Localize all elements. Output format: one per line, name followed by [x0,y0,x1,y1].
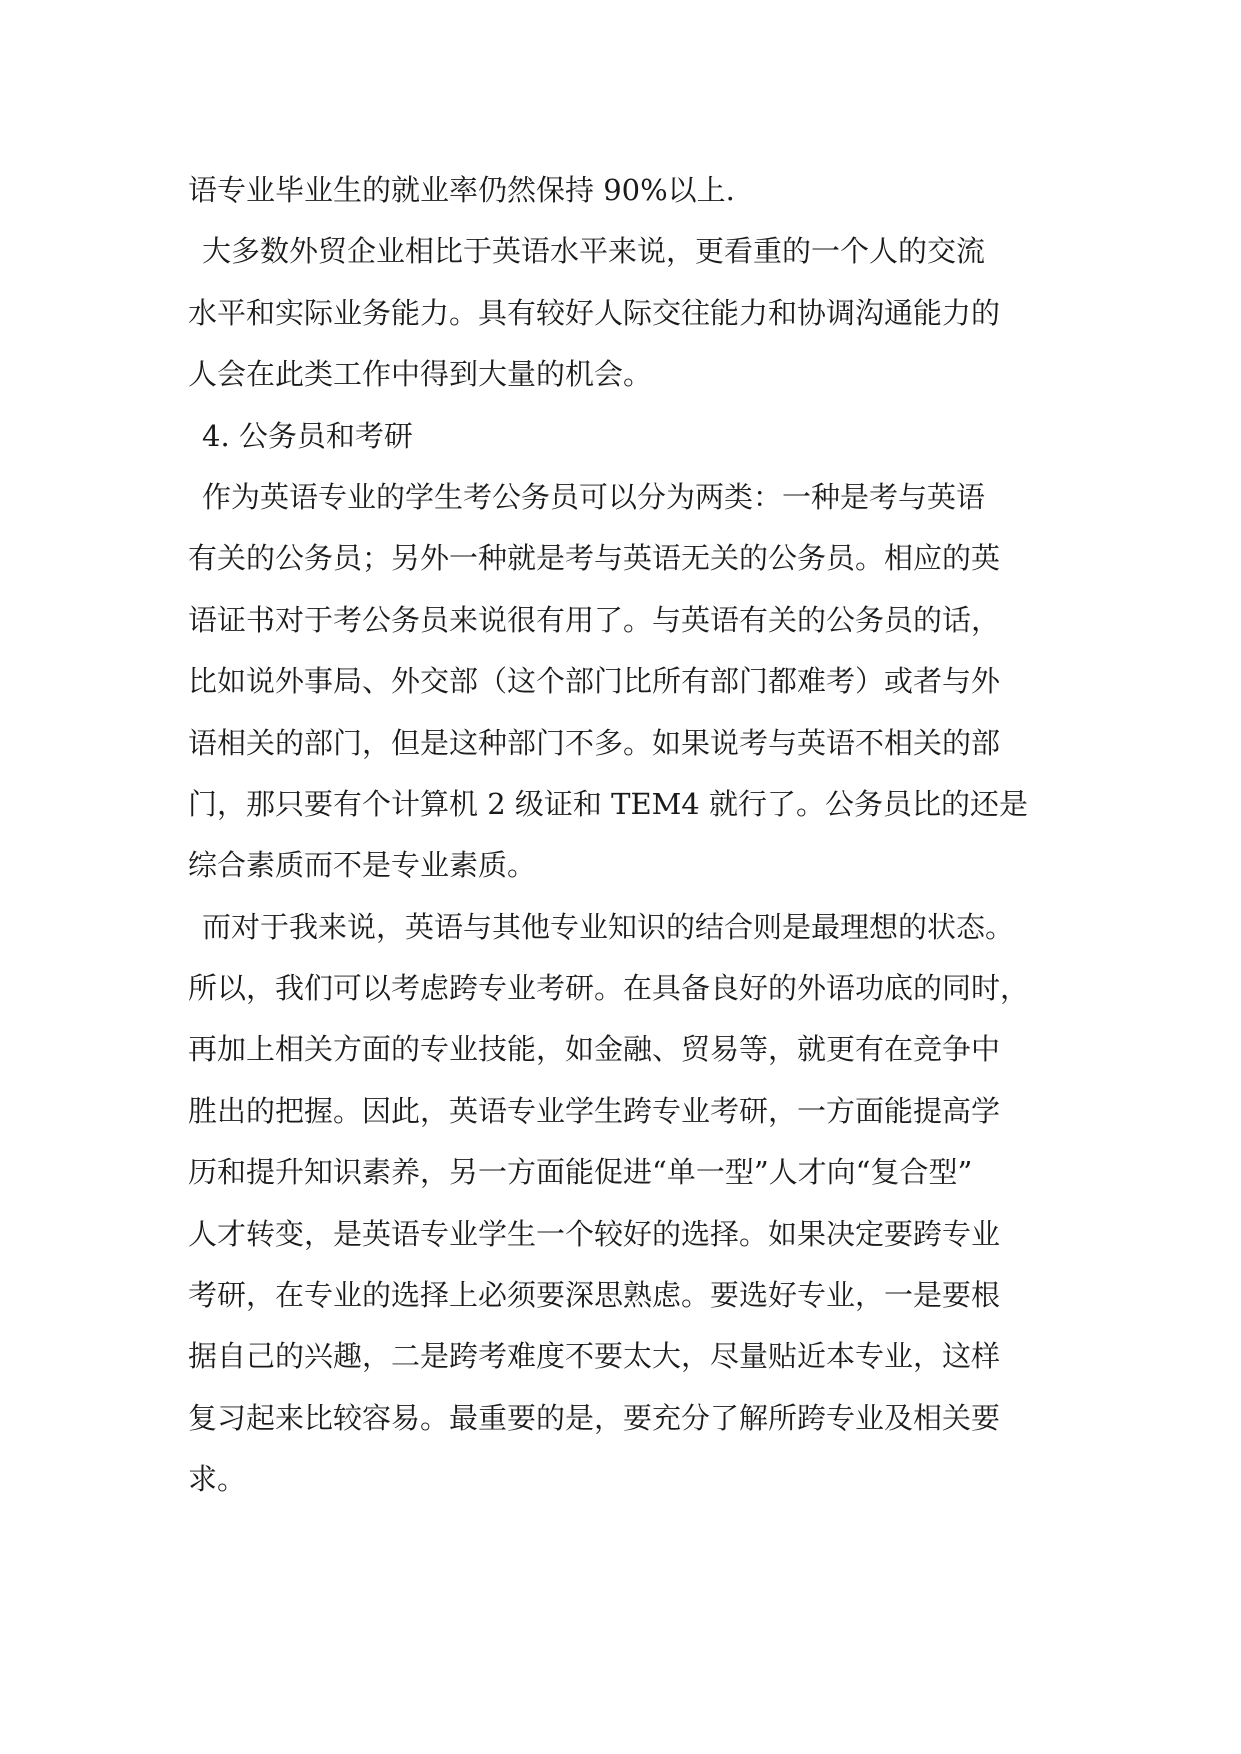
document-body [188,160,1068,1511]
text-line: 考研，在专业的选择上必须要深思熟虑。要选好专业，一是要根 [188,1278,1001,1313]
text-line: 胜出的把握。因此，英语专业学生跨专业考研，一方面能提高学 [188,1093,1001,1128]
text-line: 人会在此类工作中得到大量的机会。 [188,357,653,392]
text-line: 所以，我们可以考虑跨专业考研。在具备良好的外语功底的同时， [188,971,1030,1006]
section-heading: 4. 公务员和考研 [202,418,413,453]
text-line: 语专业毕业生的就业率仍然保持 90%以上. [188,173,735,207]
text-line: 有关的公务员；另外一种就是考与英语无关的公务员。相应的英 [188,541,1001,576]
text-line: 语相关的部门，但是这种部门不多。如果说考与英语不相关的部 [188,725,1001,760]
text-line: 而对于我来说，英语与其他专业知识的结合则是最理想的状态。 [202,909,1015,944]
text-line: 综合素质而不是专业素质。 [188,848,537,883]
text-line: 大多数外贸企业相比于英语水平来说，更看重的一个人的交流 [202,234,986,269]
text-line: 语证书对于考公务员来说很有用了。与英语有关的公务员的话， [188,602,1001,637]
text-line: 复习起来比较容易。最重要的是，要充分了解所跨专业及相关要 [188,1400,1001,1435]
text-line: 水平和实际业务能力。具有较好人际交往能力和协调沟通能力的 [188,295,1001,330]
text-line: 再加上相关方面的专业技能，如金融、贸易等，就更有在竞争中 [188,1032,1001,1067]
text-line: 门，那只要有个计算机 2 级证和 TEM4 就行了。公务员比的还是 [188,786,1028,821]
text-line: 求。 [188,1462,247,1497]
text-line: 人才转变，是英语专业学生一个较好的选择。如果决定要跨专业 [188,1216,1001,1251]
text-line: 历和提升知识素养，另一方面能促进“单一型”人才向“复合型” [188,1155,973,1190]
text-line: 据自己的兴趣，二是跨考难度不要太大，尽量贴近本专业，这样 [188,1339,1001,1374]
text-line: 作为英语专业的学生考公务员可以分为两类：一种是考与英语 [202,479,986,514]
text-line: 比如说外事局、外交部（这个部门比所有部门都难考）或者与外 [188,664,1001,699]
